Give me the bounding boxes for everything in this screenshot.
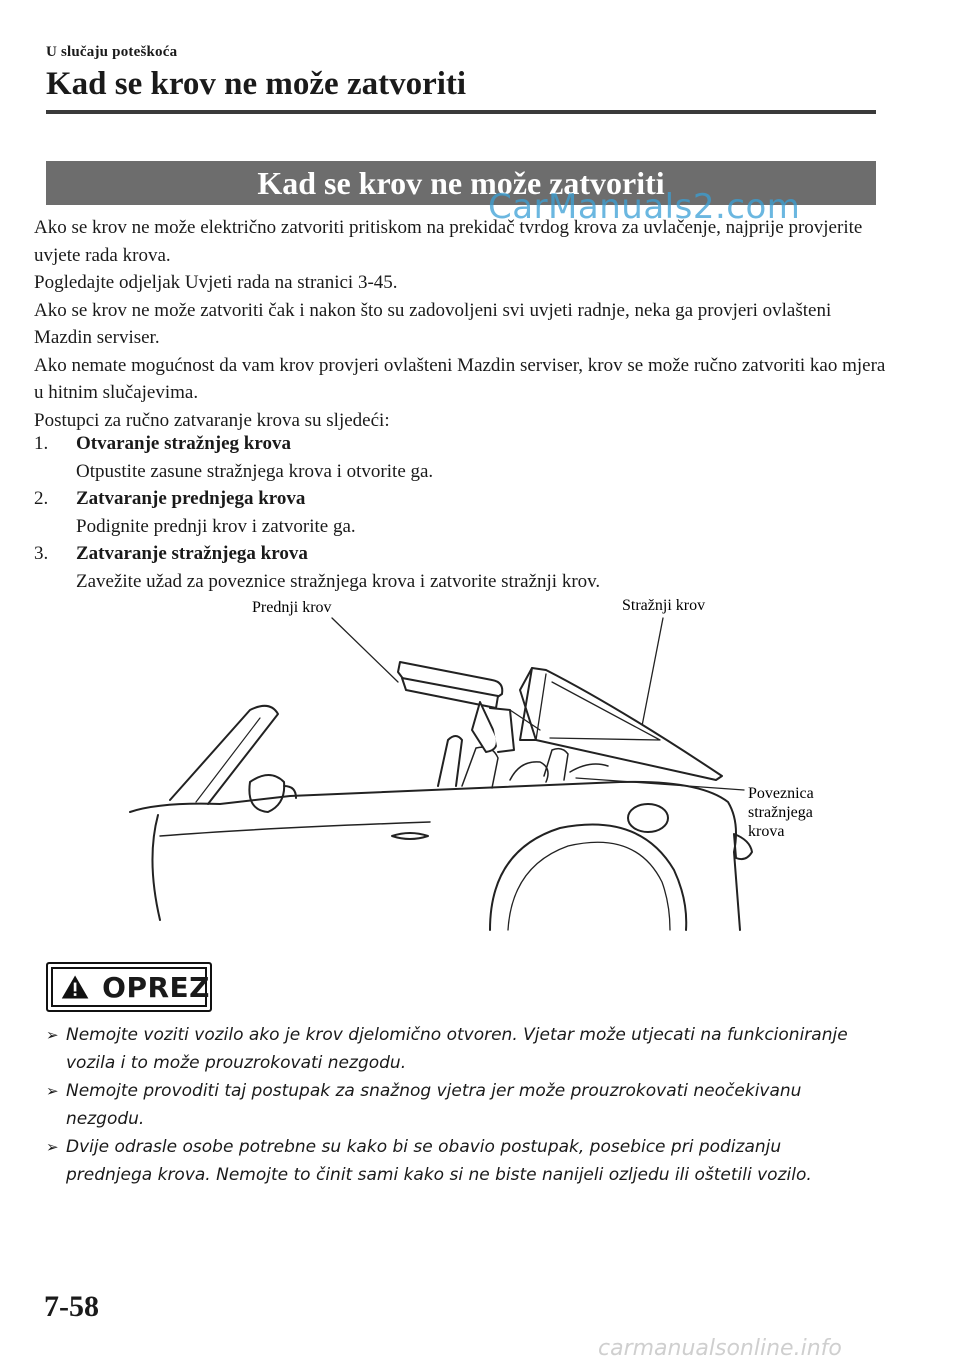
caution-list — [46, 1022, 866, 1190]
list-item — [46, 1134, 866, 1189]
step-number: 2. — [34, 488, 49, 509]
caution-label: OPREZ — [102, 970, 210, 1004]
step-description: Otpustite zasune stražnjega krova i otvorite ga. — [76, 460, 434, 482]
section-title: Kad se krov ne može zatvoriti — [257, 164, 665, 201]
caution-box — [46, 962, 212, 1012]
breadcrumb: U slučaju poteškoća — [46, 44, 178, 60]
paragraph: Ako se krov ne može zatvoriti čak i nakon što su zadovoljeni svi uvjeti radnje, neka ga provjeri ovlašteni Mazdin serviser. — [34, 299, 832, 348]
seat-back — [438, 736, 462, 786]
caution-text: Nemojte voziti vozilo ako je krov djelomično otvoren. Vjetar može utjecati na funkcioniranje vozila i to može prouzrokovati nezgodu. — [66, 1025, 848, 1073]
paragraph: Ako se krov ne može električno zatvoriti pritiskom na prekidač tvrdog krova za uvlačenje, najprije provjerite uvjete rada krova. — [34, 217, 863, 266]
side-mirror — [249, 775, 284, 812]
door-front-edge — [152, 815, 160, 920]
leader-line-strap — [576, 778, 744, 790]
paragraph: Pogledajte odjeljak Uvjeti rada na stranici 3-45. — [34, 272, 398, 293]
watermark-logo: CarManuals2.com — [488, 187, 801, 227]
page-number: 7-58 — [44, 1290, 99, 1323]
label-strap-line-3: krova — [748, 823, 785, 840]
label-rear-roof: Stražnji krov — [622, 597, 706, 614]
paragraph: Postupci za ručno zatvaranje krova su sljedeći: — [34, 409, 390, 431]
intro-text — [34, 214, 894, 434]
step-number: 3. — [34, 543, 49, 564]
step-heading — [34, 540, 894, 568]
label-strap-line-2: stražnjega — [748, 804, 813, 821]
procedure-steps — [34, 430, 894, 595]
arrow-bullet-icon: ➢ — [46, 1026, 59, 1044]
list-item — [46, 1078, 866, 1133]
step-description: Zavežite užad za poveznice stražnjega krova i zatvorite stražnji krov. — [76, 570, 601, 592]
step-heading — [34, 430, 894, 458]
title-divider — [46, 110, 876, 114]
step-title: Otvaranje stražnjeg krova — [76, 433, 291, 454]
paragraph: Ako nemate mogućnost da vam krov provjeri ovlašteni Mazdin serviser, krov se može ručno zatvoriti kao mjera u hitnim slučajevima. — [34, 354, 886, 403]
page-title: Kad se krov ne može zatvoriti — [46, 66, 467, 102]
step-description: Podignite prednji krov i zatvorite ga. — [76, 515, 356, 537]
list-item — [46, 1022, 866, 1077]
label-front-roof: Prednji krov — [252, 599, 332, 616]
caution-text: Nemojte provoditi taj postupak za snažnog vjetra jer može prouzrokovati neočekivanu nezgodu. — [66, 1081, 802, 1129]
leader-line-rear-roof — [642, 618, 663, 726]
arrow-bullet-icon: ➢ — [46, 1138, 59, 1156]
leader-line-front-roof — [332, 618, 398, 682]
windshield-frame — [170, 706, 278, 804]
step-title: Zatvaranje prednjega krova — [76, 488, 306, 509]
rear-wheel-arch — [490, 825, 686, 930]
arrow-bullet-icon: ➢ — [46, 1082, 59, 1100]
caution-text: Dvije odrasle osobe potrebne su kako bi se obavio postupak, posebice pri podizanju prednjega krova. Nemojte to činit sami kako si ne biste nanijeli ozljedu ili oštetili vozilo. — [66, 1137, 812, 1185]
label-strap-line-1: Poveznica — [748, 785, 814, 802]
step-number: 1. — [34, 433, 49, 454]
step-title: Zatvaranje stražnjega krova — [76, 543, 308, 564]
site-watermark: carmanualsonline.info — [598, 1336, 842, 1361]
warning-triangle-icon — [60, 972, 90, 1002]
step-heading — [34, 485, 894, 513]
fuel-cap — [628, 804, 668, 832]
rear-roof-panel — [520, 668, 722, 780]
convertible-roof-illustration — [100, 590, 820, 940]
door-handle — [392, 833, 428, 839]
